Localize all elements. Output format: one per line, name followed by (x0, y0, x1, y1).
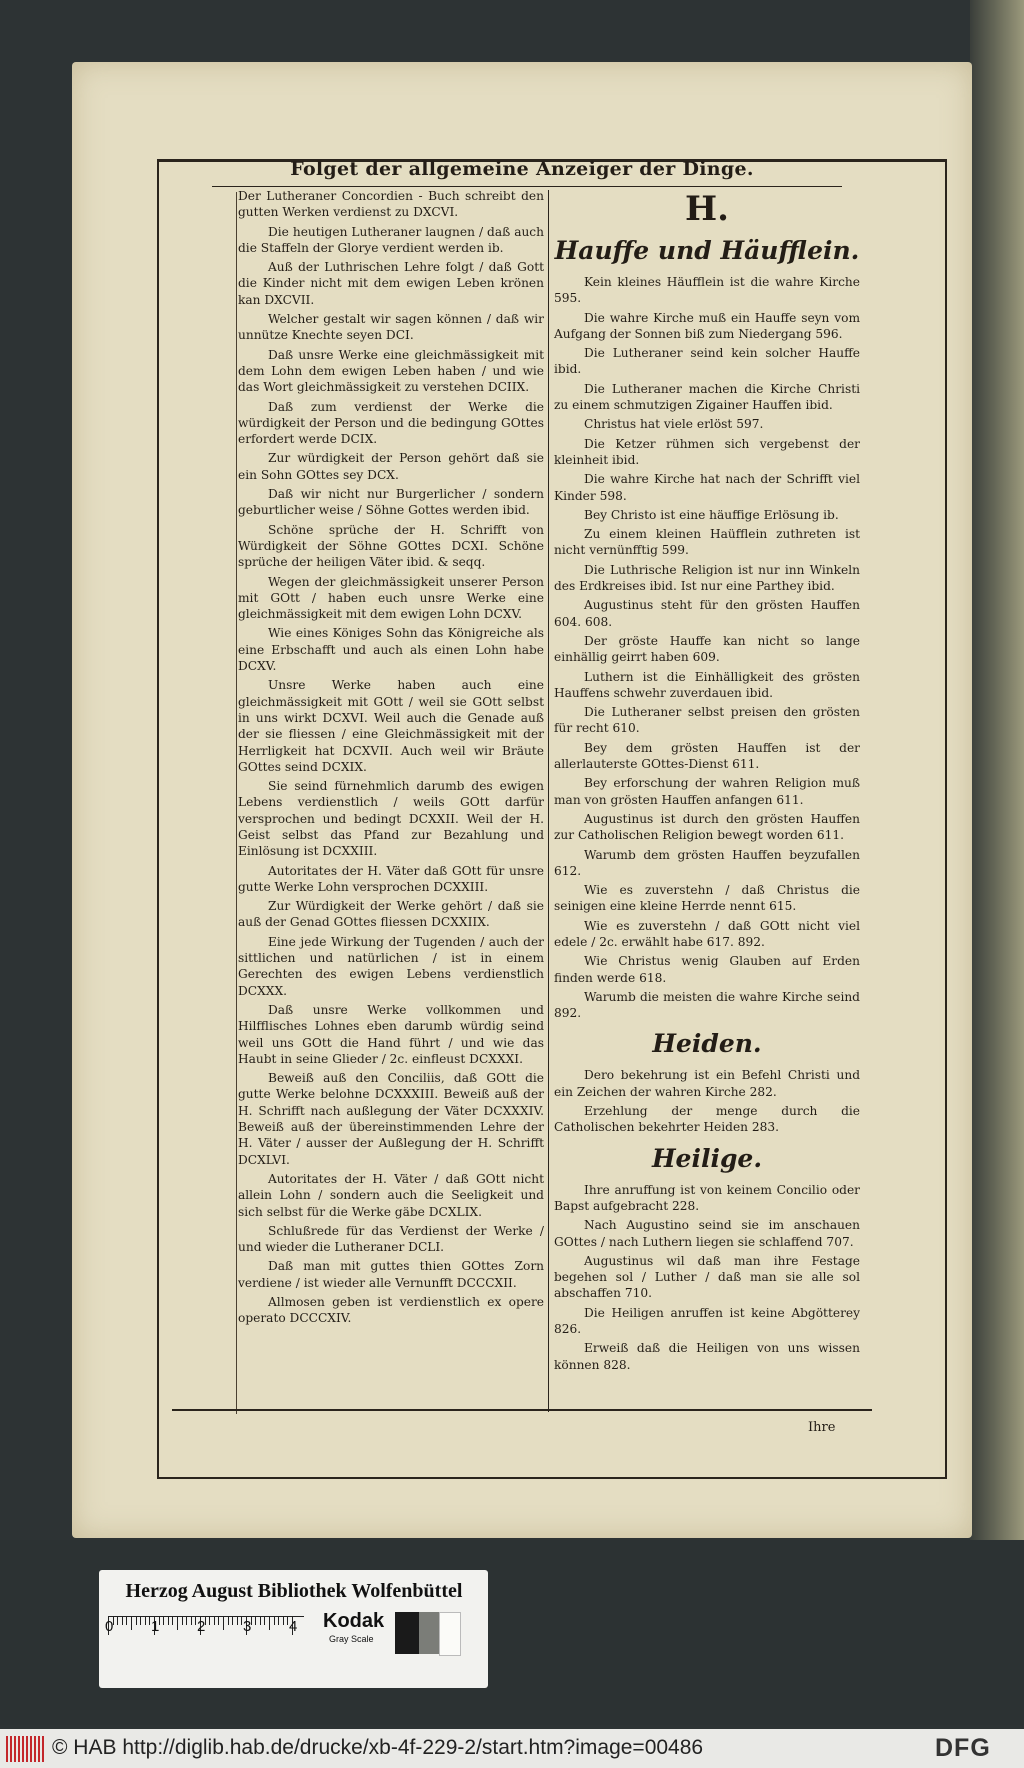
ruler-tick (177, 1617, 178, 1630)
index-entry: Daß zum verdienst der Werke die würdigkeit der Person und die bedingung GOttes erfordert werde DCIX. (238, 399, 544, 447)
index-entry: Daß wir nicht nur Burgerlicher / sondern geburtlicher weise / Söhne Gottes werden ibid. (238, 487, 544, 518)
color-calibration-card (99, 1570, 488, 1688)
scale-number: 2 (197, 1618, 206, 1635)
index-entry: Erzehlung der menge durch die Catholischen bekehrter Heiden 283. (554, 1104, 860, 1135)
gray-scale-label: Gray Scale (329, 1634, 374, 1644)
scale-number: 0 (105, 1618, 114, 1635)
ruler-tick (136, 1617, 137, 1625)
scale-number: 4 (289, 1618, 298, 1635)
library-name: Herzog August Bibliothek Wolfenbüttel (125, 1580, 463, 1602)
ruler-tick (218, 1617, 219, 1625)
section-letter: H. (685, 189, 729, 229)
dfg-logo: DFG (935, 1734, 991, 1762)
index-entry: Welcher gestalt wir sagen können / daß wir unnütze Knechte seyen DCI. (238, 312, 544, 343)
scale-number: 1 (151, 1618, 160, 1635)
right-column (554, 188, 860, 1376)
index-entry: Bey Christo ist eine häuffige Erlösung ib. (584, 507, 839, 522)
ruler-tick (264, 1617, 265, 1625)
index-entry: Sie seind fürnehmlich darumb des ewigen Lebens verdienstlich / weils GOtt darfür versprochen und bedingt DCXXII. Weil der H. Geist selbst das Pfand zur Bezahlung und Einlösung ist DCXXIII. (238, 779, 544, 859)
index-entry: Die Lutheraner selbst preisen den grösten für recht 610. (554, 705, 860, 736)
ruler-tick (237, 1617, 238, 1625)
index-entry: Zur Würdigkeit der Werke gehört / daß sie auß der Genad GOttes fliessen DCXXIIX. (238, 899, 544, 930)
ruler-tick (182, 1617, 183, 1625)
index-entry: Wegen der gleichmässigkeit unserer Person mit GOtt / haben euch unsre Werke eine gleichmässigkeit mit dem ewigen Lohn DCXV. (238, 574, 544, 622)
index-entry: Nach Augustino seind sie im anschauen GOttes / nach Luthern liegen sie schlaffend 707. (554, 1218, 860, 1249)
footer-copyright[interactable]: © HAB http://diglib.hab.de/drucke/xb-4f-229-2/start.htm?image=00486 (52, 1736, 704, 1759)
index-entry: Autoritates der H. Väter daß GOtt für unsre gutte Werke Lohn versprochen DCXXIII. (238, 863, 544, 894)
index-entry: Christus hat viele erlöst 597. (584, 417, 764, 432)
index-entry: Auß der Luthrischen Lehre folgt / daß Gott die Kinder nicht mit dem ewigen Leben krönen kan DXCVII. (238, 260, 544, 307)
index-entry: Augustinus ist durch den grösten Hauffen zur Catholischen Religion bewegt worden 611. (554, 811, 860, 843)
index-entry: Luthern ist die Einhälligkeit des grösten Hauffens schwehr zuverdauen ibid. (554, 669, 860, 700)
barcode-icon (6, 1736, 46, 1762)
section-heading: Heilige. (651, 1143, 763, 1173)
ruler-tick (209, 1617, 210, 1625)
index-entry: Eine jede Wirkung der Tugenden / auch der sittlichen und natürlichen / ist in einem Gerechten des ewigen Lebens verdienstlich DCXXX. (238, 934, 544, 998)
bottom-rule (172, 1409, 872, 1411)
ruler-tick (186, 1617, 187, 1625)
index-entry: Die Lutheraner seind kein solcher Hauffe ibid. (554, 346, 860, 377)
document-page (72, 62, 972, 1538)
index-entry: Ihre anruffung ist von keinem Concilio oder Bapst aufgebracht 228. (554, 1182, 860, 1213)
ruler-tick (260, 1617, 261, 1625)
ruler-tick (168, 1617, 169, 1625)
index-entry: Beweiß auß den Conciliis, daß GOtt die gutte Werke belohne DCXXXIII. Beweiß auß der H. Schrifft nach außlegung der Väter DCXXXIV. Beweiß auß der übereinstimmenden Lehre der H. Väter / ausser der Außlegung der H. Schrifft DCXLVI. (238, 1071, 544, 1167)
ruler-tick (172, 1617, 173, 1625)
index-entry: Daß unsre Werke vollkommen und Hilfflisches Lohnes eben darumb würdig seind weil uns GOtt die Hand führt / und wie das Haubt in seine Glieder / 2c. einfleust DCXXXI. (238, 1002, 544, 1066)
page-header: Folget der allgemeine Anzeiger der Dinge. (290, 158, 754, 180)
section-heading: Hauffe und Häufflein. (554, 236, 860, 265)
ruler-tick (255, 1617, 256, 1625)
index-entry: Warumb die meisten die wahre Kirche seind 892. (554, 989, 860, 1021)
catchword: Ihre (808, 1420, 836, 1435)
ruler-tick (122, 1617, 123, 1625)
scale-ruler (108, 1616, 304, 1655)
index-entry: Warumb dem grösten Hauffen beyzufallen 612. (554, 847, 860, 878)
index-entry: Wie eines Königes Sohn das Königreiche als eine Erbschafft und auch als einen Lohn habe DCXV. (238, 626, 544, 674)
ruler-tick (191, 1617, 192, 1625)
ruler-tick (228, 1617, 229, 1625)
index-entry: Augustinus steht für den grösten Hauffen 604. 608. (554, 598, 860, 629)
index-entry: Die heutigen Lutheraner laugnen / daß auch die Staffeln der Glorye verdient werden ib. (238, 224, 544, 255)
index-entry: Allmosen geben ist verdienstlich ex opere operato DCCCXIV. (238, 1295, 544, 1326)
index-entry: Zur würdigkeit der Person gehört daß sie ein Sohn GOttes sey DCX. (238, 451, 544, 482)
ruler-tick (283, 1617, 284, 1625)
ruler-tick (131, 1617, 132, 1630)
ruler-tick (140, 1617, 141, 1625)
index-entry: Bey dem grösten Hauffen ist der allerlauterste GOttes-Dienst 611. (554, 740, 860, 772)
scale-number: 3 (243, 1618, 252, 1635)
index-entry: Unsre Werke haben auch eine gleichmässigkeit mit GOtt / weil sie GOtt selbst in uns wirkt DCXVI. Weil auch die Genade auß der sie fliessen / eine Gleichmässigkeit mit der Herrligkeit hat DCXVII. Auch weil wir Bräute GOttes seind DCXIX. (238, 678, 544, 774)
index-entry: Daß man mit guttes thien GOttes Zorn verdiene / ist wieder alle Vernunfft DCCCXII. (238, 1259, 544, 1290)
kodak-brand: Kodak (323, 1610, 385, 1632)
ruler-tick (274, 1617, 275, 1625)
left-column (238, 188, 544, 1330)
swatch-white (439, 1612, 461, 1656)
ruler-tick (117, 1617, 118, 1625)
index-entry: Die wahre Kirche hat nach der Schrifft viel Kinder 598. (554, 472, 860, 503)
left-column-rule (236, 192, 237, 1414)
index-entry: Wie Christus wenig Glauben auf Erden finden werde 618. (554, 954, 860, 985)
index-entry: Die Luthrische Religion ist nur inn Winkeln des Erdkreises ibid. Ist nur eine Parthey ibid. (554, 562, 860, 594)
scanner-background-right (970, 0, 1024, 1600)
index-entry: Schlußrede für das Verdienst der Werke / und wieder die Lutheraner DCLI. (238, 1223, 544, 1255)
index-entry: Die Ketzer rühmen sich vergebenst der kleinheit ibid. (554, 436, 860, 467)
index-entry: Schöne sprüche der H. Schrifft von Würdigkeit der Söhne GOttes DCXI. Schöne sprüche der heiligen Väter ibid. & seqq. (238, 522, 544, 570)
section-heading: Heiden. (652, 1029, 762, 1059)
index-entry: Wie es zuverstehn / daß GOtt nicht viel edele / 2c. erwählt habe 617. 892. (554, 918, 860, 949)
index-entry: Wie es zuverstehn / daß Christus die seinigen eine kleine Herrde nennt 615. (554, 883, 860, 914)
index-entry: Erweiß daß die Heiligen von uns wissen können 828. (554, 1341, 860, 1372)
index-entry: Die wahre Kirche muß ein Hauffe seyn vom Aufgang der Sonnen biß zum Niedergang 596. (554, 310, 860, 341)
header-rule (212, 186, 842, 187)
ruler-tick (232, 1617, 233, 1625)
column-divider (548, 190, 549, 1412)
index-entry: Augustinus wil daß man ihre Festage begehen sol / Luther / daß man sie alle sol abschaffen 710. (554, 1253, 860, 1301)
index-entry: Daß unsre Werke eine gleichmässigkeit mit dem Lohn dem ewigen Leben haben / und wie das Wort gleichmässigkeit zu verstehen DCIIX. (238, 347, 544, 395)
ruler-tick (223, 1617, 224, 1630)
footer-bar (0, 1729, 1024, 1768)
index-entry: Der Lutheraner Concordien - Buch schreibt den gutten Werken verdienst zu DXCVI. (238, 189, 544, 220)
ruler-tick (269, 1617, 270, 1630)
index-entry: Die Heiligen anruffen ist keine Abgötterey 826. (554, 1305, 860, 1337)
ruler-tick (163, 1617, 164, 1625)
ruler-tick (145, 1617, 146, 1625)
swatch-gray (419, 1612, 439, 1654)
ruler-tick (126, 1617, 127, 1625)
ruler-tick (214, 1617, 215, 1625)
index-entry: Zu einem kleinen Haüfflein zuthreten ist nicht vernünfftig 599. (554, 527, 860, 558)
ruler-tick (278, 1617, 279, 1625)
index-entry: Der gröste Hauffe kan nicht so lange einhällig geirrt haben 609. (554, 633, 860, 665)
swatch-black (395, 1612, 419, 1654)
index-entry: Autoritates der H. Väter / daß GOtt nicht allein Lohn / sondern auch die Seeligkeit und sich selbst für die Werke gäbe DCXLIX. (238, 1171, 544, 1219)
index-entry: Bey erforschung der wahren Religion muß man von grösten Hauffen anfangen 611. (554, 776, 860, 807)
index-entry: Die Lutheraner machen die Kirche Christi zu einem schmutzigen Zigainer Hauffen ibid. (554, 381, 860, 413)
index-entry: Kein kleines Häufflein ist die wahre Kirche 595. (554, 275, 860, 306)
index-entry: Dero bekehrung ist ein Befehl Christi und ein Zeichen der wahren Kirche 282. (554, 1068, 860, 1099)
